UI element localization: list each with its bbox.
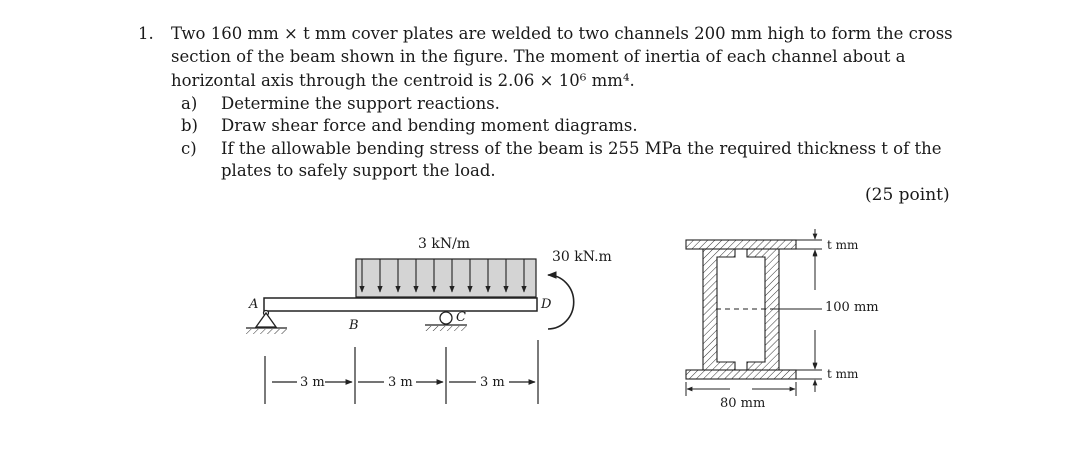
top-thickness-label: t mm: [827, 238, 859, 252]
part-a-label: a): [181, 94, 198, 113]
span-2-label: 3 m: [388, 375, 413, 390]
cross-section: [686, 229, 822, 396]
problem-number: 1.: [138, 24, 154, 43]
height-label: 100 mm: [825, 300, 879, 315]
part-c-label: c): [181, 139, 197, 158]
span-dimensions: [265, 340, 538, 404]
beam: [264, 298, 537, 311]
bottom-thickness-label: t mm: [827, 367, 859, 381]
part-c-text-2: plates to safely support the load.: [221, 161, 496, 180]
problem-line-1: Two 160 mm × t mm cover plates are welded to two channels 200 mm high to form the cross: [171, 24, 953, 43]
part-c-text-1: If the allowable bending stress of the beam is 255 MPa the required thickness t of the: [221, 139, 942, 158]
problem-line-3: horizontal axis through the centroid is 2.06 × 10⁶ mm⁴.: [171, 71, 635, 90]
problem-line-2: section of the beam shown in the figure. The moment of inertia of each channel about a: [171, 47, 906, 66]
points-label: (25 point): [865, 185, 950, 205]
moment-label: 30 kN.m: [552, 249, 612, 265]
point-a-label: A: [249, 297, 259, 312]
width-label: 80 mm: [720, 396, 766, 411]
span-3-label: 3 m: [480, 375, 505, 390]
distributed-load: [356, 259, 536, 297]
part-b-label: b): [181, 116, 198, 135]
point-b-label: B: [349, 318, 359, 333]
part-b-text: Draw shear force and bending moment diagrams.: [221, 116, 638, 135]
part-a-text: Determine the support reactions.: [221, 94, 500, 113]
span-1-label: 3 m: [300, 375, 325, 390]
pin-support-a: [246, 311, 287, 335]
applied-moment: [548, 275, 574, 329]
load-label: 3 kN/m: [418, 236, 471, 252]
point-d-label: D: [541, 297, 552, 312]
point-c-label: C: [456, 310, 466, 325]
